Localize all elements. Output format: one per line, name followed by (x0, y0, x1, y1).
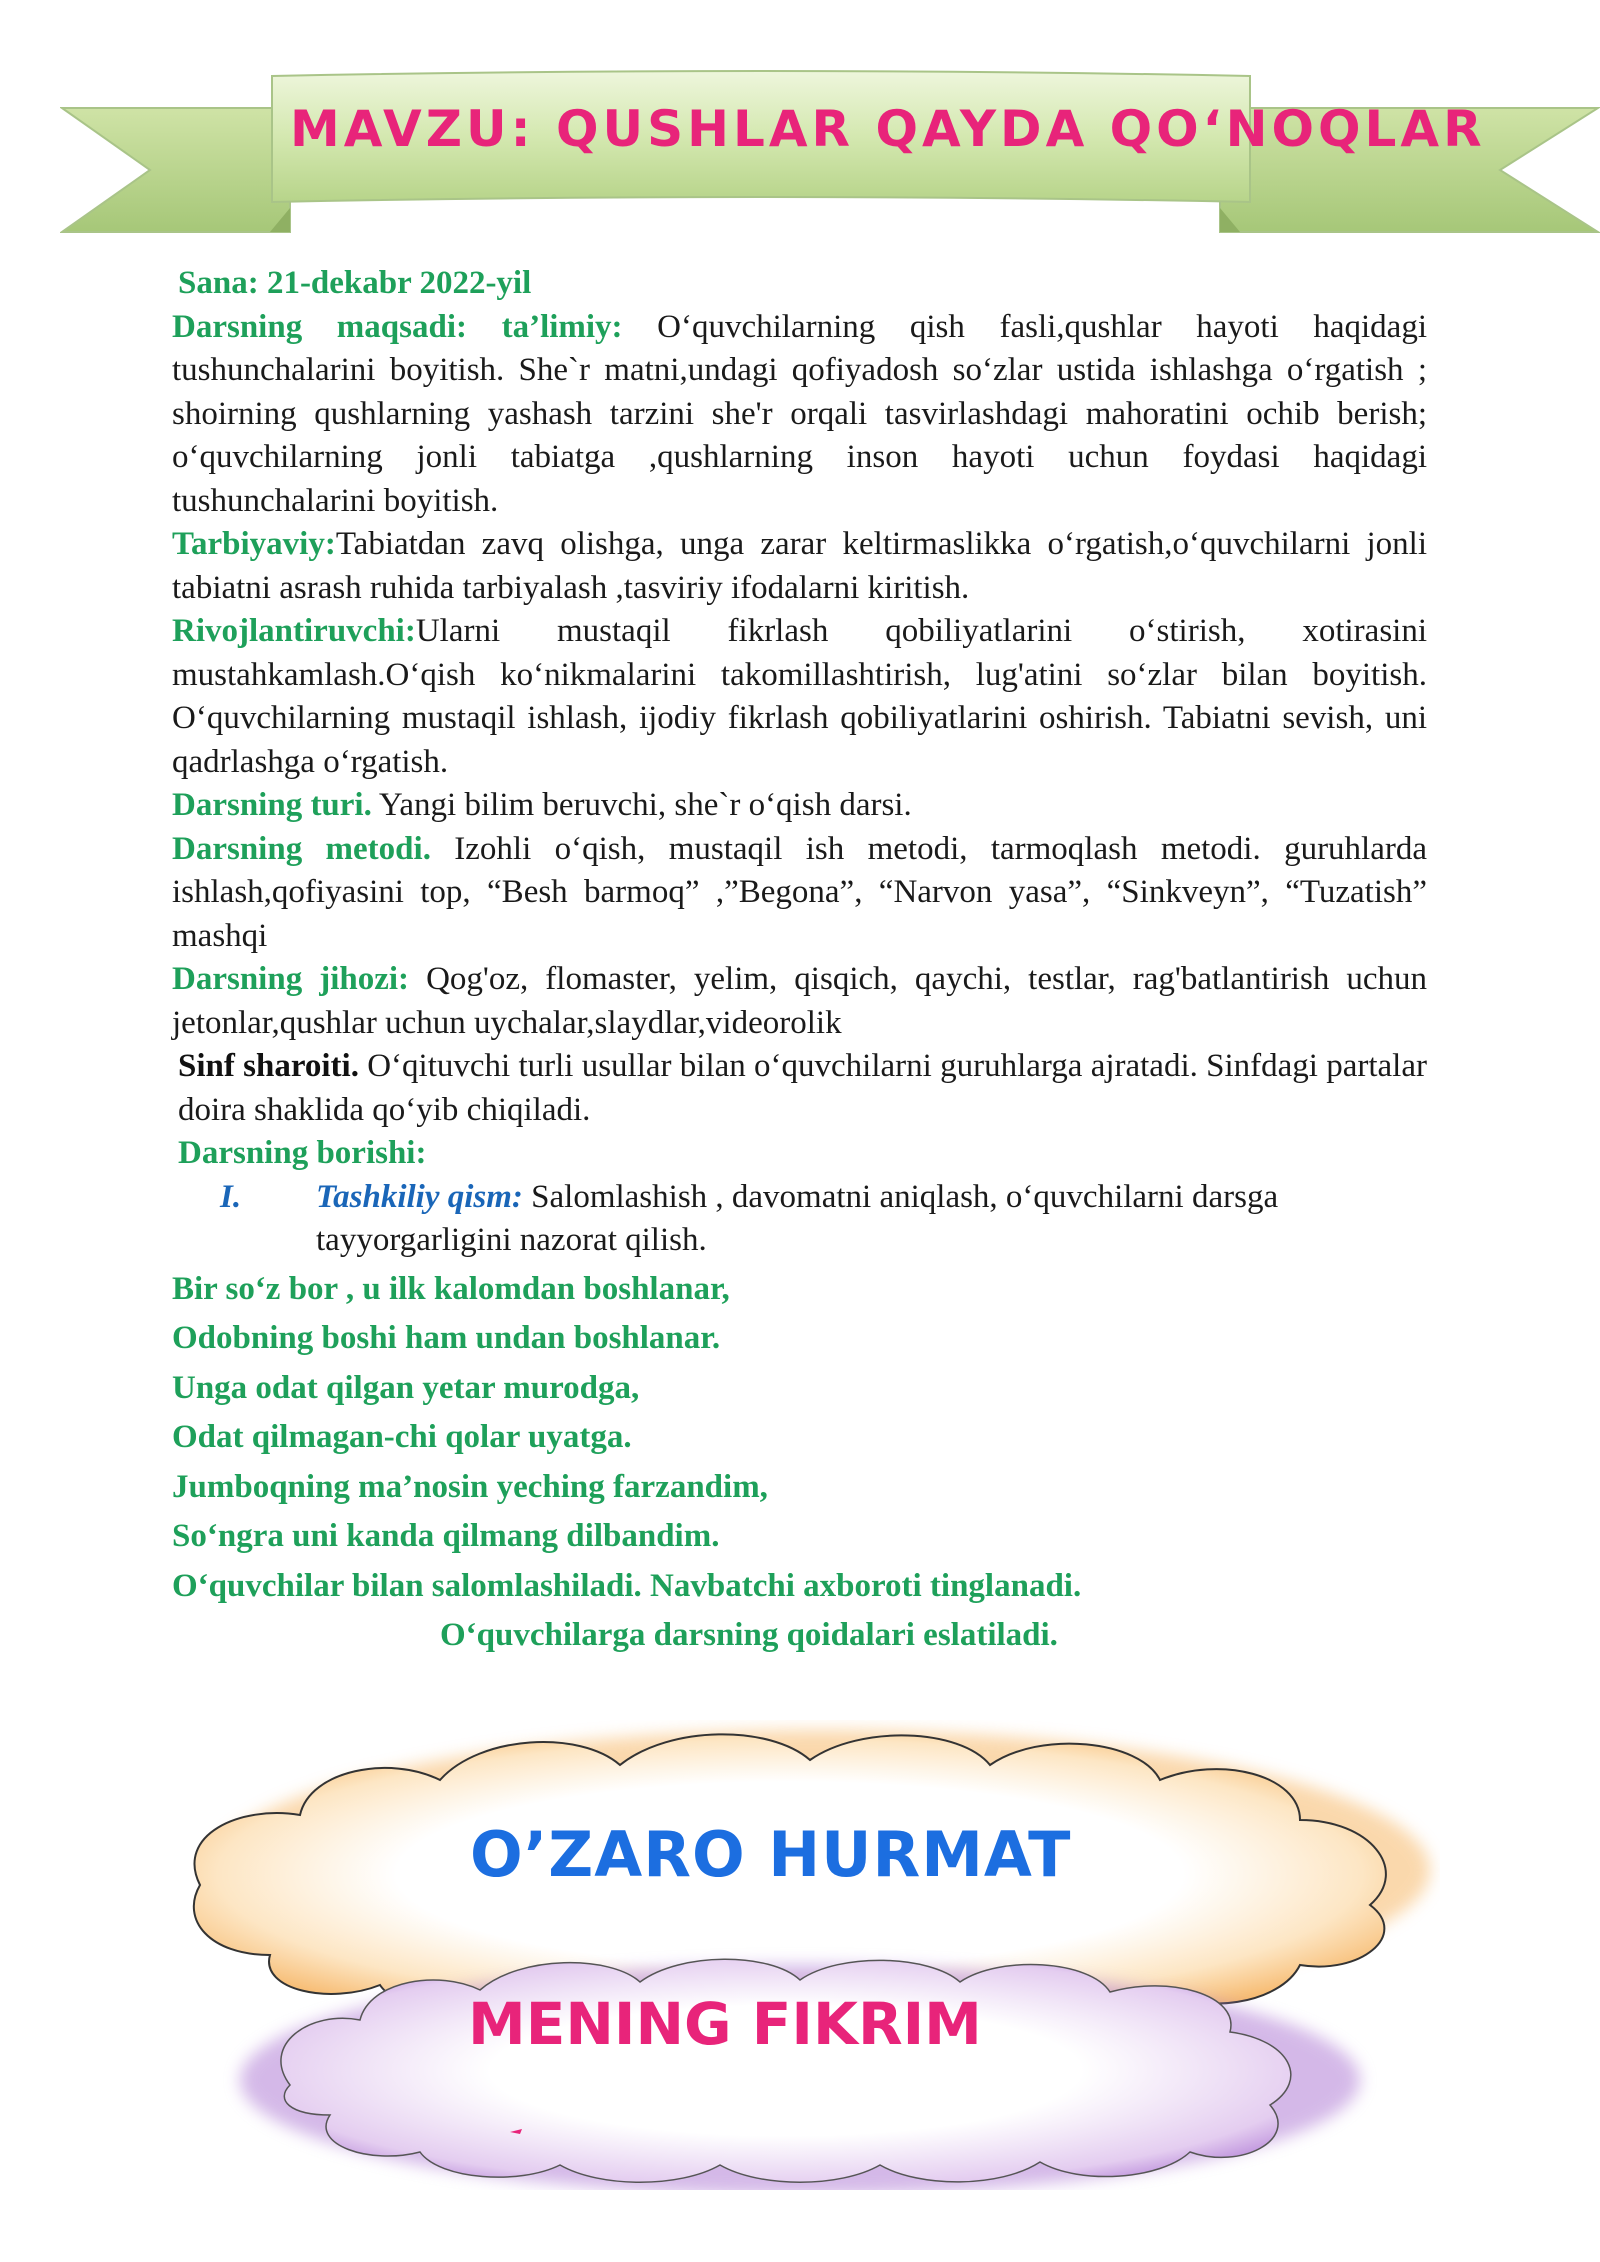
goal-paragraph: Darsning maqsadi: ta’limiy: O‘quvchilarning qish fasli,qushlar hayoti haqidagi tushunchalarini boyitish. She`r matni,undagi qofiyadosh so‘zlar ustida ishlashga o‘rgatish ; shoirning qushlarning yashash tarzini she'r orqali tasvirlashdagi mahoratini ochib berish; o‘quvchilarning jonli tabiatga ,qushlarning inson hayoti uchun foydasi haqidagi tushunchalarini boyitish. (172, 308, 1428, 519)
lesson-topic-title: MAVZU: QUSHLAR QAYDA QO‘NOQLAR (290, 100, 1486, 158)
equipment-paragraph: Darsning jihozi: Qog'oz, flomaster, yelim, qisqich, qaychi, testlar, rag'batlantirish uchun jetonlar,qushlar uchun uychalar,slaydlar,videorolik (172, 961, 1427, 1041)
lesson-type-paragraph: Darsning turi. Yangi bilim beruvchi, she`r o‘qish darsi. (172, 787, 912, 823)
class-conditions-paragraph: Sinf sharoiti. O‘qituvchi turli usullar bilan o‘quvchilarni guruhlarga ajratadi. Sinfdagi partalar doira shaklida qo‘yib chiqiladi. (178, 1048, 1427, 1128)
poem-line: Jumboqning ma’nosin yeching farzandim, (172, 1468, 768, 1505)
lesson-plan-body (172, 262, 1427, 1661)
poem-line: Unga odat qilgan yetar murodga, (172, 1369, 640, 1406)
cloud-decorations (180, 1720, 1440, 2190)
lesson-method-paragraph: Darsning metodi. Izohli o‘qish, mustaqil ish metodi, tarmoqlash metodi. guruhlarda ishlash,qofiyasini top, “Besh barmoq” ,”Begona”, “Narvon yasa”, “Sinkveyn”, “Tuzatish” mashqi (172, 830, 1428, 954)
goal-label: Darsning maqsadi: ta’limiy: (172, 308, 623, 345)
step-text: Tashkiliy qism: Salomlashish , davomatni aniqlash, o‘quvchilarni darsga tayyorgarligini nazorat qilish. (316, 1178, 1279, 1258)
step-number: I. (220, 1178, 242, 1215)
developmental-label: Rivojlantiruvchi: (172, 613, 416, 649)
educational-label: Tarbiyaviy: (172, 526, 336, 562)
poem-line: So‘ngra uni kanda qilmang dilbandim. (172, 1518, 720, 1554)
poem-line: O‘quvchilar bilan salomlashiladi. Navbatchi axboroti tinglanadi. (172, 1567, 1082, 1604)
rules-reminder-line: O‘quvchilarga darsning qoidalari eslatiladi. (440, 1617, 1058, 1653)
greeting-poem (172, 1265, 1427, 1661)
organization-step (220, 1176, 1427, 1263)
my-opinion-title: MENING FIKRIM (468, 1990, 982, 2058)
class-conditions-label: Sinf sharoiti. (178, 1048, 359, 1084)
lesson-type-label: Darsning turi. (172, 787, 372, 823)
poem-line: Odobning boshi ham undan boshlanar. (172, 1320, 721, 1356)
developmental-paragraph: Rivojlantiruvchi:Ularni mustaqil fikrlash qobiliyatlarini o‘stirish, xotirasini mustahkamlash.O‘qish ko‘nikmalarini takomillashtirish, lug'atini so‘zlar bilan boyitish. O‘quvchilarning mustaqil ishlash, ijodiy fikrlash qobiliyatlarini oshirish. Tabiatni sevish, uni qadrlashga o‘rgatish. (172, 613, 1427, 780)
poem-line: Odat qilmagan-chi qolar uyatga. (172, 1419, 632, 1455)
educational-paragraph: Tarbiyaviy:Tabiatdan zavq olishga, unga zarar keltirmaslikka o‘rgatish,o‘quvchilarni jonli tabiatni asrash ruhida tarbiyalash ,tasviriy ifodalarni kiritish. (172, 526, 1427, 606)
lesson-method-label: Darsning metodi. (172, 830, 431, 867)
date-line: Sana: 21-dekabr 2022-yil (178, 265, 532, 301)
mutual-respect-title: O’ZARO HURMAT (470, 1818, 1072, 1891)
equipment-label: Darsning jihozi: (172, 961, 410, 997)
lesson-procedure-heading: Darsning borishi: (178, 1135, 427, 1171)
poem-line: Bir so‘z bor , u ilk kalomdan boshlanar, (172, 1270, 730, 1307)
